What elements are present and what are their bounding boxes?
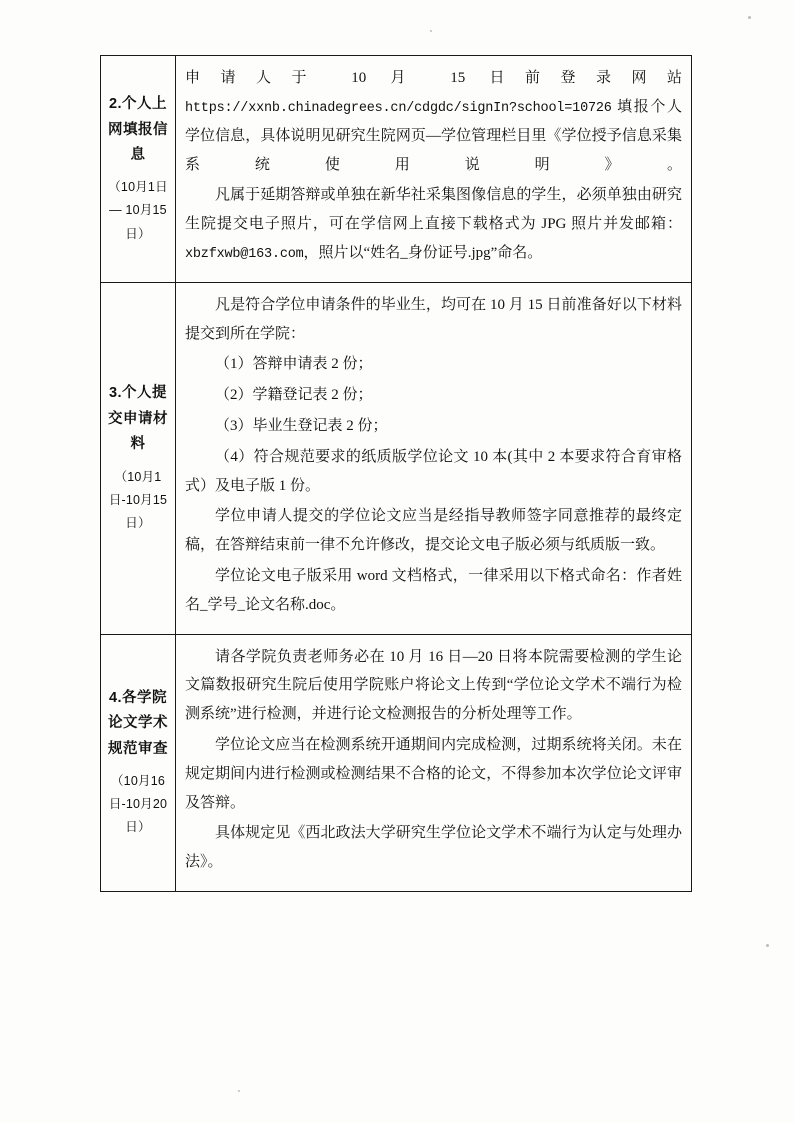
row-body-cell [176,56,692,283]
paragraph: 学位申请人提交的学位论文应当是经指导教师签字同意推荐的最终定稿，在答辩结束前一律不允许修改，提交论文电子版必须与纸质版一致。 [185,508,682,554]
row-label-cell [101,634,176,891]
list-item: （3）毕业生登记表 2 份； [215,417,388,434]
row-label-cell [101,56,176,283]
text-segment: 凡属于延期答辩或单独在新华社采集图像信息的学生，必须单独由研究生院提交电子照片，可在学信网上直接下载格式为 JPG 照片并发邮箱： [185,187,682,233]
row-label-text: 4.各学院论文学术规范审查 [108,690,168,757]
text-segment: 申请人于 10 月 15 日前登录网站 [185,70,682,86]
text-segment: ，照片以“姓名_身份证号.jpg”命名。 [303,244,543,261]
scan-speck [748,16,751,19]
table-body [101,56,692,892]
scan-speck [238,1090,240,1092]
paragraph: 学位论文电子版采用 word 文档格式，一律采用以下格式命名：作者姓名_学号_论文名称.doc。 [185,567,682,613]
table-row [101,56,692,283]
row-label-text: 2.个人上网填报信息 [108,96,168,163]
scan-speck [766,944,769,947]
row-label-cell [101,282,176,634]
row-body-cell [176,634,692,891]
table-row [101,282,692,634]
paragraph: 请各学院负责老师务必在 10 月 16 日—20 日将本院需要检测的学生论文篇数报研究生院后使用学院账户将论文上传到“学位论文学术不端行为检测系统”进行检测，并进行论文检测报告的分析处理等工作。 [185,648,682,723]
paragraph: 学位论文应当在检测系统开通期间内完成检测，过期系统将关闭。未在规定期间内进行检测或检测结果不合格的论文，不得参加本次学位论文评审及答辩。 [185,736,682,811]
row-label-date: （10月16日-10月20日） [108,774,168,835]
url-text: https://xxnb.chinadegrees.cn/cdgdc/signIn?school=10726 [185,100,612,116]
schedule-table [100,55,692,892]
row-body-cell [176,282,692,634]
row-label-text: 3.个人提交申请材料 [108,385,168,453]
list-item: （1）答辩申请表 2 份； [215,356,373,373]
row-label-date: （10月1日 — 10月15日） [108,180,168,241]
text-segment: 填报个人学位信息，具体说明见研究生院网页—学位管理栏目里《学位授予信息采集系统使用说明》。 [185,98,682,173]
list-item: （4）符合规范要求的纸质版学位论文 10 本(其中 2 本要求符合育审格式）及电子版 1 份。 [185,448,682,494]
list-item: （2）学籍登记表 2 份； [215,387,373,404]
paragraph [185,64,682,179]
scan-speck [430,30,432,32]
paragraph [185,181,682,268]
paragraph: 具体规定见《西北政法大学研究生学位论文学术不端行为认定与处理办法》。 [185,825,682,871]
email-text: xbzfxwb@163.com [185,246,304,262]
table-row [101,634,692,891]
row-label-date: （10月1日-10月15日） [108,469,168,530]
paragraph: 凡是符合学位申请条件的毕业生，均可在 10 月 15 日前准备好以下材料提交到所在学院： [185,296,682,342]
